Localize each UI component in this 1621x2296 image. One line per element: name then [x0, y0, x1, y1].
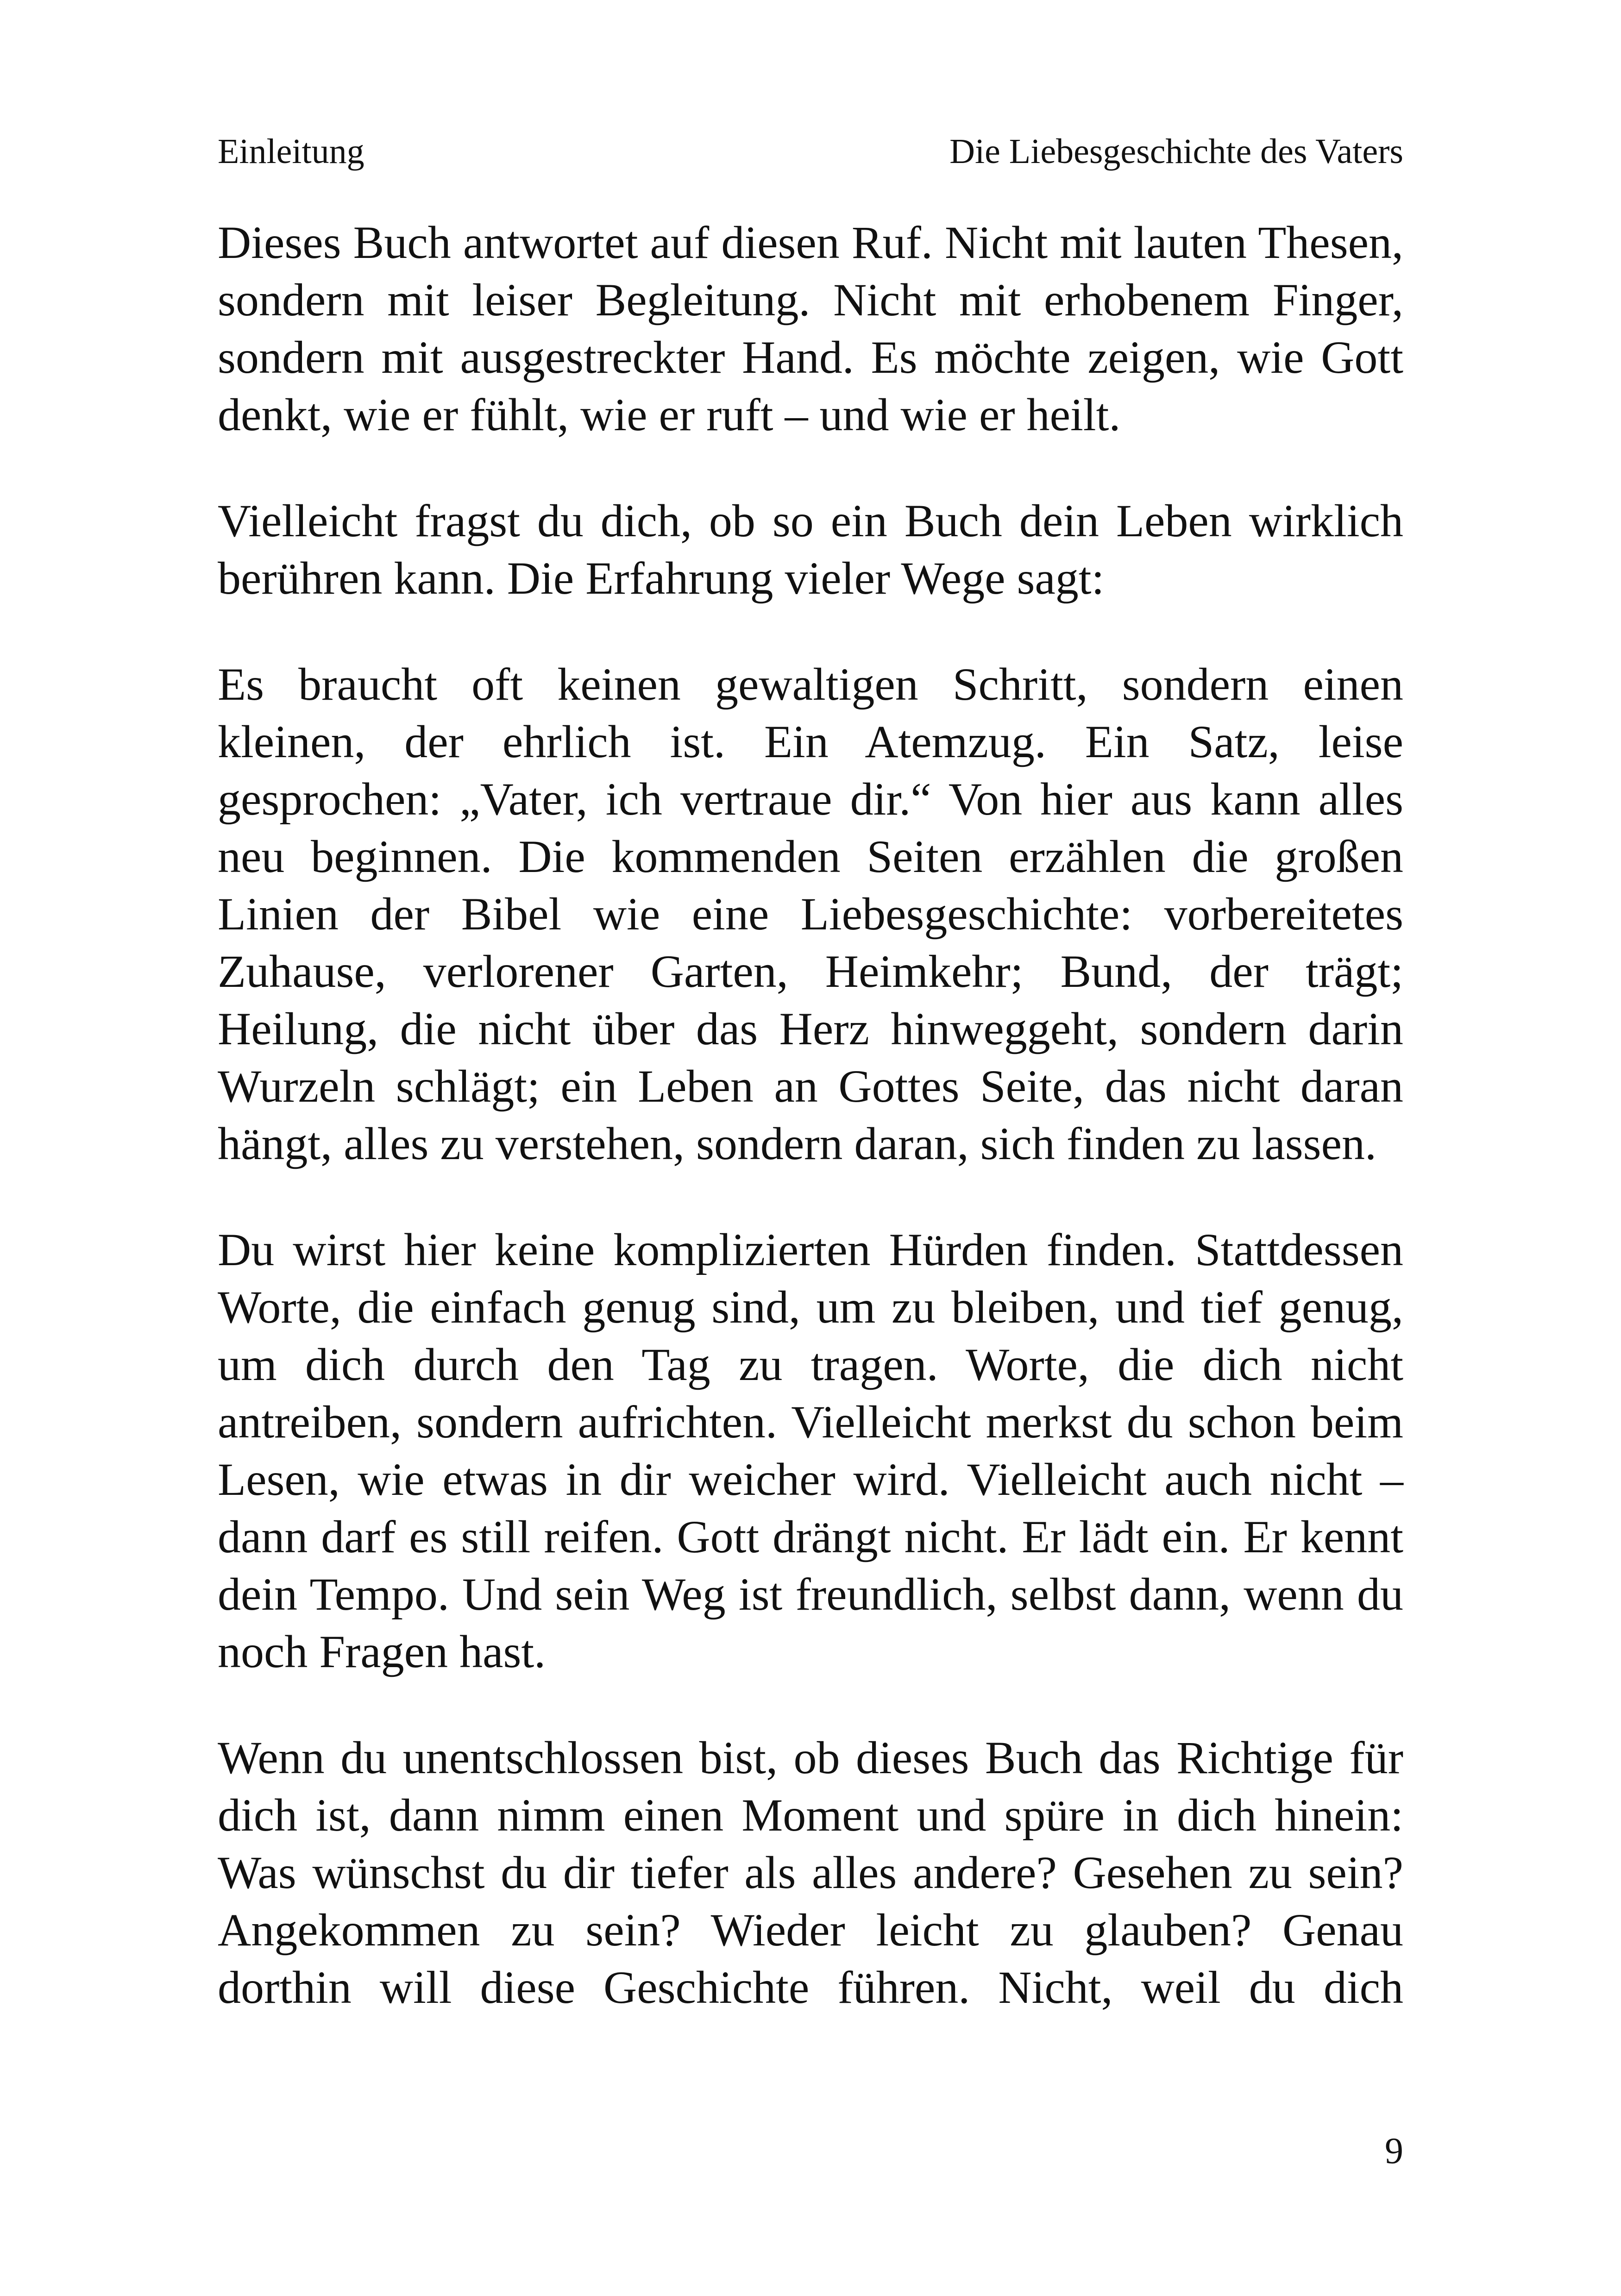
text-line: dann darf es still reifen. Gott drängt nicht. Er lädt ein. Er kennt: [218, 1511, 1403, 1562]
text-line: Dieses Buch antwortet auf diesen Ruf. Nicht mit lauten Thesen,: [218, 217, 1403, 268]
text-line: Wurzeln schlägt; ein Leben an Gottes Seite, das nicht daran: [218, 1060, 1403, 1112]
text-line: noch Fragen hast.: [218, 1626, 546, 1677]
text-line: denkt, wie er fühlt, wie er ruft – und wie er heilt.: [218, 389, 1121, 440]
text-line: Du wirst hier keine komplizierten Hürden finden. Stattdessen: [218, 1224, 1403, 1275]
text-line: dich ist, dann nimm einen Moment und spüre in dich hinein:: [218, 1789, 1403, 1841]
chapter-title: Einleitung: [218, 132, 364, 171]
text-line: sondern mit ausgestreckter Hand. Es möchte zeigen, wie Gott: [218, 332, 1403, 383]
text-line: antreiben, sondern aufrichten. Vielleicht merkst du schon beim: [218, 1396, 1403, 1448]
paragraph-4: [218, 1221, 1403, 1681]
text-line: dorthin will diese Geschichte führen. Nicht, weil du dich: [218, 1962, 1403, 2013]
paragraph-5: [218, 1729, 1403, 2016]
text-line: Vielleicht fragst du dich, ob so ein Buch dein Leben wirklich: [218, 495, 1403, 546]
page-number: 9: [1385, 2131, 1403, 2171]
text-line: Was wünschst du dir tiefer als alles andere? Gesehen zu sein?: [218, 1847, 1403, 1898]
running-header: [218, 131, 1403, 172]
text-line: neu beginnen. Die kommenden Seiten erzählen die großen: [218, 831, 1403, 882]
text-line: dein Tempo. Und sein Weg ist freundlich, selbst dann, wenn du: [218, 1568, 1403, 1620]
text-line: hängt, alles zu verstehen, sondern daran, sich finden zu lassen.: [218, 1118, 1376, 1169]
text-line: gesprochen: „Vater, ich vertraue dir.“ Von hier aus kann alles: [218, 773, 1403, 825]
text-line: Lesen, wie etwas in dir weicher wird. Vielleicht auch nicht –: [218, 1454, 1403, 1505]
text-line: um dich durch den Tag zu tragen. Worte, die dich nicht: [218, 1339, 1403, 1390]
text-line: Angekommen zu sein? Wieder leicht zu glauben? Genau: [218, 1904, 1403, 1956]
paragraph-3: [218, 656, 1403, 1173]
text-line: Worte, die einfach genug sind, um zu bleiben, und tief genug,: [218, 1281, 1403, 1333]
text-line: Linien der Bibel wie eine Liebesgeschichte: vorbereitetes: [218, 888, 1403, 940]
page-body: [218, 214, 1403, 2065]
text-line: kleinen, der ehrlich ist. Ein Atemzug. Ein Satz, leise: [218, 716, 1403, 767]
text-line: berühren kann. Die Erfahrung vieler Wege sagt:: [218, 552, 1105, 604]
text-line: Zuhause, verlorener Garten, Heimkehr; Bund, der trägt;: [218, 946, 1403, 997]
paragraph-1: [218, 214, 1403, 444]
text-line: Es braucht oft keinen gewaltigen Schritt, sondern einen: [218, 659, 1403, 710]
paragraph-2: [218, 492, 1403, 607]
text-line: sondern mit leiser Begleitung. Nicht mit erhobenem Finger,: [218, 274, 1403, 326]
book-title: Die Liebesgeschichte des Vaters: [949, 132, 1403, 171]
text-line: Wenn du unentschlossen bist, ob dieses Buch das Richtige für: [218, 1732, 1403, 1783]
text-line: Heilung, die nicht über das Herz hinweggeht, sondern darin: [218, 1003, 1403, 1054]
